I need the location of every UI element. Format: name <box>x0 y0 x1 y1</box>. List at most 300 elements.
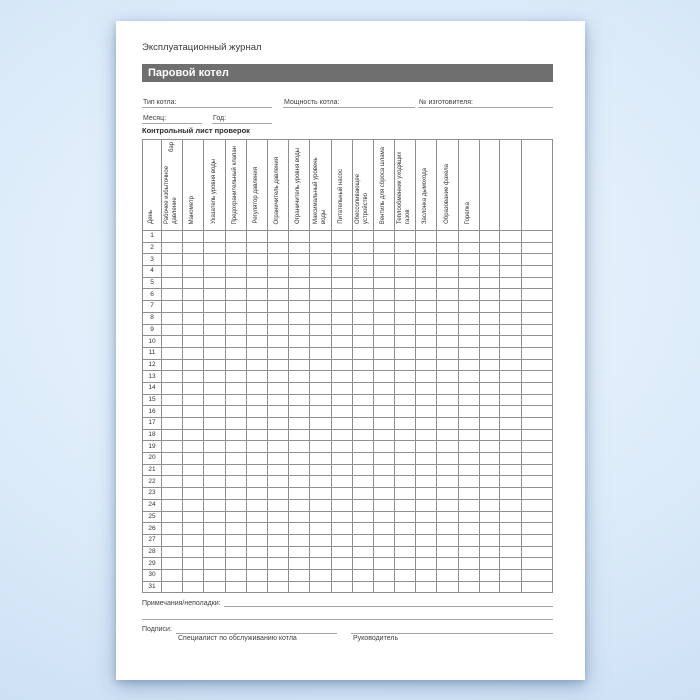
check-cell <box>310 312 331 324</box>
check-cell <box>331 359 352 371</box>
check-cell <box>458 453 479 465</box>
check-cell <box>479 242 499 254</box>
check-cell <box>246 558 267 570</box>
check-cell <box>246 569 267 581</box>
check-cell <box>331 418 352 430</box>
table-row <box>143 266 553 278</box>
check-cell <box>225 301 246 313</box>
check-cell <box>416 534 437 546</box>
check-cell <box>162 324 183 336</box>
check-cell <box>246 324 267 336</box>
check-cell <box>225 534 246 546</box>
check-cell <box>521 242 552 254</box>
check-cell <box>310 569 331 581</box>
column-header-0-label: Рабочее избыточное давление <box>164 165 179 224</box>
check-cell <box>289 242 310 254</box>
check-cell <box>521 254 552 266</box>
check-cell <box>437 347 458 359</box>
check-cell <box>437 277 458 289</box>
check-cell <box>521 382 552 394</box>
check-cell <box>479 546 499 558</box>
check-cell <box>246 231 267 243</box>
check-cell <box>458 312 479 324</box>
check-cell <box>204 499 225 511</box>
day-cell: 8 <box>143 312 162 324</box>
check-cell <box>162 546 183 558</box>
check-cell <box>246 476 267 488</box>
check-cell <box>499 534 521 546</box>
signature-specialist-label: Специалист по обслуживанию котла <box>178 635 297 642</box>
check-cell <box>416 266 437 278</box>
table-row <box>143 336 553 348</box>
table-row <box>143 499 553 511</box>
check-cell <box>310 453 331 465</box>
check-cell <box>458 336 479 348</box>
column-header-9 <box>352 140 373 231</box>
check-cell <box>183 464 204 476</box>
check-cell <box>416 359 437 371</box>
check-cell <box>183 406 204 418</box>
check-cell <box>352 581 373 593</box>
check-cell <box>352 242 373 254</box>
notes-row <box>142 597 553 607</box>
check-cell <box>204 558 225 570</box>
check-cell <box>246 359 267 371</box>
check-cell <box>225 242 246 254</box>
check-cell <box>479 581 499 593</box>
check-cell <box>162 312 183 324</box>
check-cell <box>499 312 521 324</box>
check-cell <box>331 382 352 394</box>
check-cell <box>521 581 552 593</box>
check-cell <box>204 242 225 254</box>
check-cell <box>521 289 552 301</box>
check-cell <box>521 429 552 441</box>
check-cell <box>395 511 416 523</box>
check-cell <box>267 301 288 313</box>
check-cell <box>225 336 246 348</box>
check-cell <box>289 277 310 289</box>
table-row <box>143 394 553 406</box>
day-cell: 11 <box>143 347 162 359</box>
check-cell <box>246 301 267 313</box>
check-cell <box>225 441 246 453</box>
check-cell <box>225 581 246 593</box>
check-cell <box>162 301 183 313</box>
column-header-14 <box>458 140 479 231</box>
check-cell <box>416 441 437 453</box>
check-cell <box>310 488 331 500</box>
day-cell: 6 <box>143 289 162 301</box>
check-cell <box>331 429 352 441</box>
check-cell <box>437 394 458 406</box>
check-cell <box>204 511 225 523</box>
check-cell <box>289 581 310 593</box>
check-cell <box>225 558 246 570</box>
column-header-8 <box>331 140 352 231</box>
check-cell <box>499 558 521 570</box>
check-cell <box>373 347 394 359</box>
check-cell <box>352 558 373 570</box>
check-cell <box>373 266 394 278</box>
column-header-11 <box>395 140 416 231</box>
check-cell <box>162 347 183 359</box>
check-cell <box>310 464 331 476</box>
check-cell <box>395 441 416 453</box>
check-cell <box>267 324 288 336</box>
section-banner-label: Паровой котел <box>148 67 229 79</box>
check-cell <box>373 581 394 593</box>
check-cell <box>183 382 204 394</box>
check-cell <box>331 254 352 266</box>
check-cell <box>162 289 183 301</box>
check-cell <box>331 488 352 500</box>
check-cell <box>183 289 204 301</box>
check-cell <box>458 558 479 570</box>
table-row <box>143 371 553 383</box>
check-cell <box>246 453 267 465</box>
check-cell <box>331 242 352 254</box>
check-cell <box>204 266 225 278</box>
check-cell <box>395 312 416 324</box>
check-cell <box>416 382 437 394</box>
check-cell <box>183 546 204 558</box>
check-cell <box>246 546 267 558</box>
check-cell <box>395 382 416 394</box>
check-cell <box>458 242 479 254</box>
check-cell <box>246 406 267 418</box>
day-cell: 1 <box>143 231 162 243</box>
field-month <box>142 111 202 124</box>
check-cell <box>225 254 246 266</box>
check-cell <box>310 242 331 254</box>
check-cell <box>331 301 352 313</box>
check-cell <box>225 289 246 301</box>
check-cell <box>437 464 458 476</box>
table-row <box>143 406 553 418</box>
check-cell <box>246 242 267 254</box>
check-cell <box>225 453 246 465</box>
check-cell <box>395 499 416 511</box>
notes-writing-line-2 <box>142 610 553 620</box>
check-cell <box>499 546 521 558</box>
pressure-unit-label: бар <box>169 142 176 152</box>
table-row <box>143 581 553 593</box>
check-cell <box>479 418 499 430</box>
check-cell <box>352 382 373 394</box>
check-cell <box>310 277 331 289</box>
check-cell <box>521 312 552 324</box>
check-cell <box>395 336 416 348</box>
field-boiler-type <box>142 95 272 108</box>
check-cell <box>479 324 499 336</box>
check-cell <box>310 301 331 313</box>
check-cell <box>521 371 552 383</box>
table-row <box>143 324 553 336</box>
check-cell <box>289 546 310 558</box>
check-cell <box>204 581 225 593</box>
day-cell: 19 <box>143 441 162 453</box>
check-cell <box>204 546 225 558</box>
check-cell <box>267 231 288 243</box>
check-cell <box>162 464 183 476</box>
check-cell <box>267 569 288 581</box>
check-cell <box>289 476 310 488</box>
check-cell <box>310 347 331 359</box>
check-cell <box>373 371 394 383</box>
check-cell <box>521 231 552 243</box>
check-cell <box>437 382 458 394</box>
check-cell <box>458 382 479 394</box>
check-cell <box>458 523 479 535</box>
check-cell <box>289 429 310 441</box>
day-cell: 26 <box>143 523 162 535</box>
check-cell <box>162 266 183 278</box>
check-cell <box>267 476 288 488</box>
check-cell <box>395 488 416 500</box>
table-row <box>143 231 553 243</box>
check-cell <box>499 569 521 581</box>
check-cell <box>331 511 352 523</box>
day-cell: 31 <box>143 581 162 593</box>
check-cell <box>352 394 373 406</box>
check-cell <box>267 546 288 558</box>
section-banner <box>142 64 553 82</box>
column-header-day-label: День <box>148 210 155 224</box>
check-cell <box>373 406 394 418</box>
check-cell <box>458 441 479 453</box>
check-cell <box>162 441 183 453</box>
table-row <box>143 312 553 324</box>
check-cell <box>373 511 394 523</box>
column-header-5 <box>267 140 288 231</box>
check-cell <box>267 511 288 523</box>
check-cell <box>395 266 416 278</box>
check-cell <box>416 476 437 488</box>
check-cell <box>458 511 479 523</box>
day-cell: 4 <box>143 266 162 278</box>
check-cell <box>458 464 479 476</box>
signatures-label: Подписи: <box>142 626 172 633</box>
check-cell <box>162 534 183 546</box>
table-row <box>143 534 553 546</box>
check-cell <box>479 336 499 348</box>
check-cell <box>416 301 437 313</box>
check-cell <box>352 406 373 418</box>
check-cell <box>183 453 204 465</box>
check-cell <box>225 406 246 418</box>
check-cell <box>479 382 499 394</box>
check-cell <box>521 301 552 313</box>
check-cell <box>331 569 352 581</box>
check-cell <box>183 347 204 359</box>
table-row <box>143 511 553 523</box>
table-row <box>143 254 553 266</box>
table-row <box>143 453 553 465</box>
check-cell <box>416 429 437 441</box>
check-cell <box>225 546 246 558</box>
column-header-12 <box>416 140 437 231</box>
check-cell <box>267 312 288 324</box>
checklist-heading: Контрольный лист проверок <box>142 126 250 135</box>
check-cell <box>352 511 373 523</box>
check-cell <box>183 441 204 453</box>
check-cell <box>267 581 288 593</box>
check-cell <box>310 476 331 488</box>
check-cell <box>458 277 479 289</box>
check-cell <box>373 289 394 301</box>
check-cell <box>183 394 204 406</box>
field-year-label: Год: <box>213 115 227 122</box>
check-cell <box>395 464 416 476</box>
check-cell <box>310 523 331 535</box>
check-cell <box>458 406 479 418</box>
check-cell <box>267 254 288 266</box>
check-cell <box>479 359 499 371</box>
check-cell <box>204 464 225 476</box>
check-cell <box>395 453 416 465</box>
field-year <box>212 111 272 124</box>
check-cell <box>331 464 352 476</box>
check-cell <box>225 266 246 278</box>
check-cell <box>310 499 331 511</box>
day-cell: 21 <box>143 464 162 476</box>
check-cell <box>310 406 331 418</box>
check-cell <box>395 242 416 254</box>
check-cell <box>183 499 204 511</box>
check-cell <box>352 301 373 313</box>
check-cell <box>416 569 437 581</box>
notes-writing-line <box>224 596 553 607</box>
check-cell <box>458 359 479 371</box>
check-cell <box>246 312 267 324</box>
check-cell <box>373 523 394 535</box>
check-cell <box>183 231 204 243</box>
check-cell <box>331 499 352 511</box>
check-cell <box>416 464 437 476</box>
check-cell <box>352 488 373 500</box>
check-cell <box>289 523 310 535</box>
check-cell <box>416 453 437 465</box>
check-cell <box>204 371 225 383</box>
table-row <box>143 242 553 254</box>
check-cell <box>479 266 499 278</box>
table-row <box>143 464 553 476</box>
check-cell <box>437 231 458 243</box>
check-cell <box>225 476 246 488</box>
check-cell <box>204 523 225 535</box>
check-cell <box>267 382 288 394</box>
check-cell <box>246 488 267 500</box>
check-cell <box>331 371 352 383</box>
check-cell <box>183 359 204 371</box>
check-cell <box>352 371 373 383</box>
check-cell <box>352 418 373 430</box>
check-cell <box>289 254 310 266</box>
check-cell <box>225 382 246 394</box>
check-cell <box>162 453 183 465</box>
check-cell <box>225 569 246 581</box>
check-cell <box>521 499 552 511</box>
check-cell <box>479 277 499 289</box>
check-cell <box>521 534 552 546</box>
check-cell <box>458 569 479 581</box>
check-cell <box>204 336 225 348</box>
check-cell <box>499 418 521 430</box>
day-cell: 25 <box>143 511 162 523</box>
check-cell <box>352 476 373 488</box>
check-cell <box>331 441 352 453</box>
check-cell <box>267 488 288 500</box>
check-cell <box>331 231 352 243</box>
check-cell <box>479 406 499 418</box>
check-cell <box>437 359 458 371</box>
check-cell <box>437 581 458 593</box>
check-cell <box>331 347 352 359</box>
check-cell <box>162 371 183 383</box>
check-cell <box>331 336 352 348</box>
check-cell <box>162 429 183 441</box>
check-cell <box>499 336 521 348</box>
check-cell <box>289 301 310 313</box>
check-cell <box>289 534 310 546</box>
check-cell <box>521 453 552 465</box>
check-cell <box>352 464 373 476</box>
check-cell <box>267 266 288 278</box>
day-cell: 2 <box>143 242 162 254</box>
check-cell <box>289 464 310 476</box>
check-cell <box>246 254 267 266</box>
check-cell <box>395 429 416 441</box>
check-cell <box>437 453 458 465</box>
day-cell: 30 <box>143 569 162 581</box>
day-cell: 15 <box>143 394 162 406</box>
column-header-day <box>143 140 162 231</box>
column-header-14-label: Горелка <box>464 201 471 224</box>
check-cell <box>521 523 552 535</box>
check-cell <box>499 476 521 488</box>
check-cell <box>225 277 246 289</box>
check-cell <box>246 441 267 453</box>
check-cell <box>416 406 437 418</box>
check-cell <box>331 289 352 301</box>
check-cell <box>499 242 521 254</box>
check-cell <box>204 476 225 488</box>
day-cell: 12 <box>143 359 162 371</box>
check-cell <box>416 418 437 430</box>
check-cell <box>479 231 499 243</box>
check-cell <box>458 534 479 546</box>
check-cell <box>352 359 373 371</box>
check-cell <box>373 546 394 558</box>
check-cell <box>395 546 416 558</box>
check-cell <box>204 394 225 406</box>
check-cell <box>395 581 416 593</box>
check-cell <box>289 418 310 430</box>
check-cell <box>289 511 310 523</box>
check-cell <box>225 324 246 336</box>
day-cell: 16 <box>143 406 162 418</box>
check-cell <box>395 569 416 581</box>
check-cell <box>479 476 499 488</box>
check-cell <box>437 523 458 535</box>
check-cell <box>458 418 479 430</box>
check-cell <box>225 464 246 476</box>
check-cell <box>289 394 310 406</box>
check-cell <box>204 441 225 453</box>
check-cell <box>246 347 267 359</box>
check-cell <box>479 301 499 313</box>
